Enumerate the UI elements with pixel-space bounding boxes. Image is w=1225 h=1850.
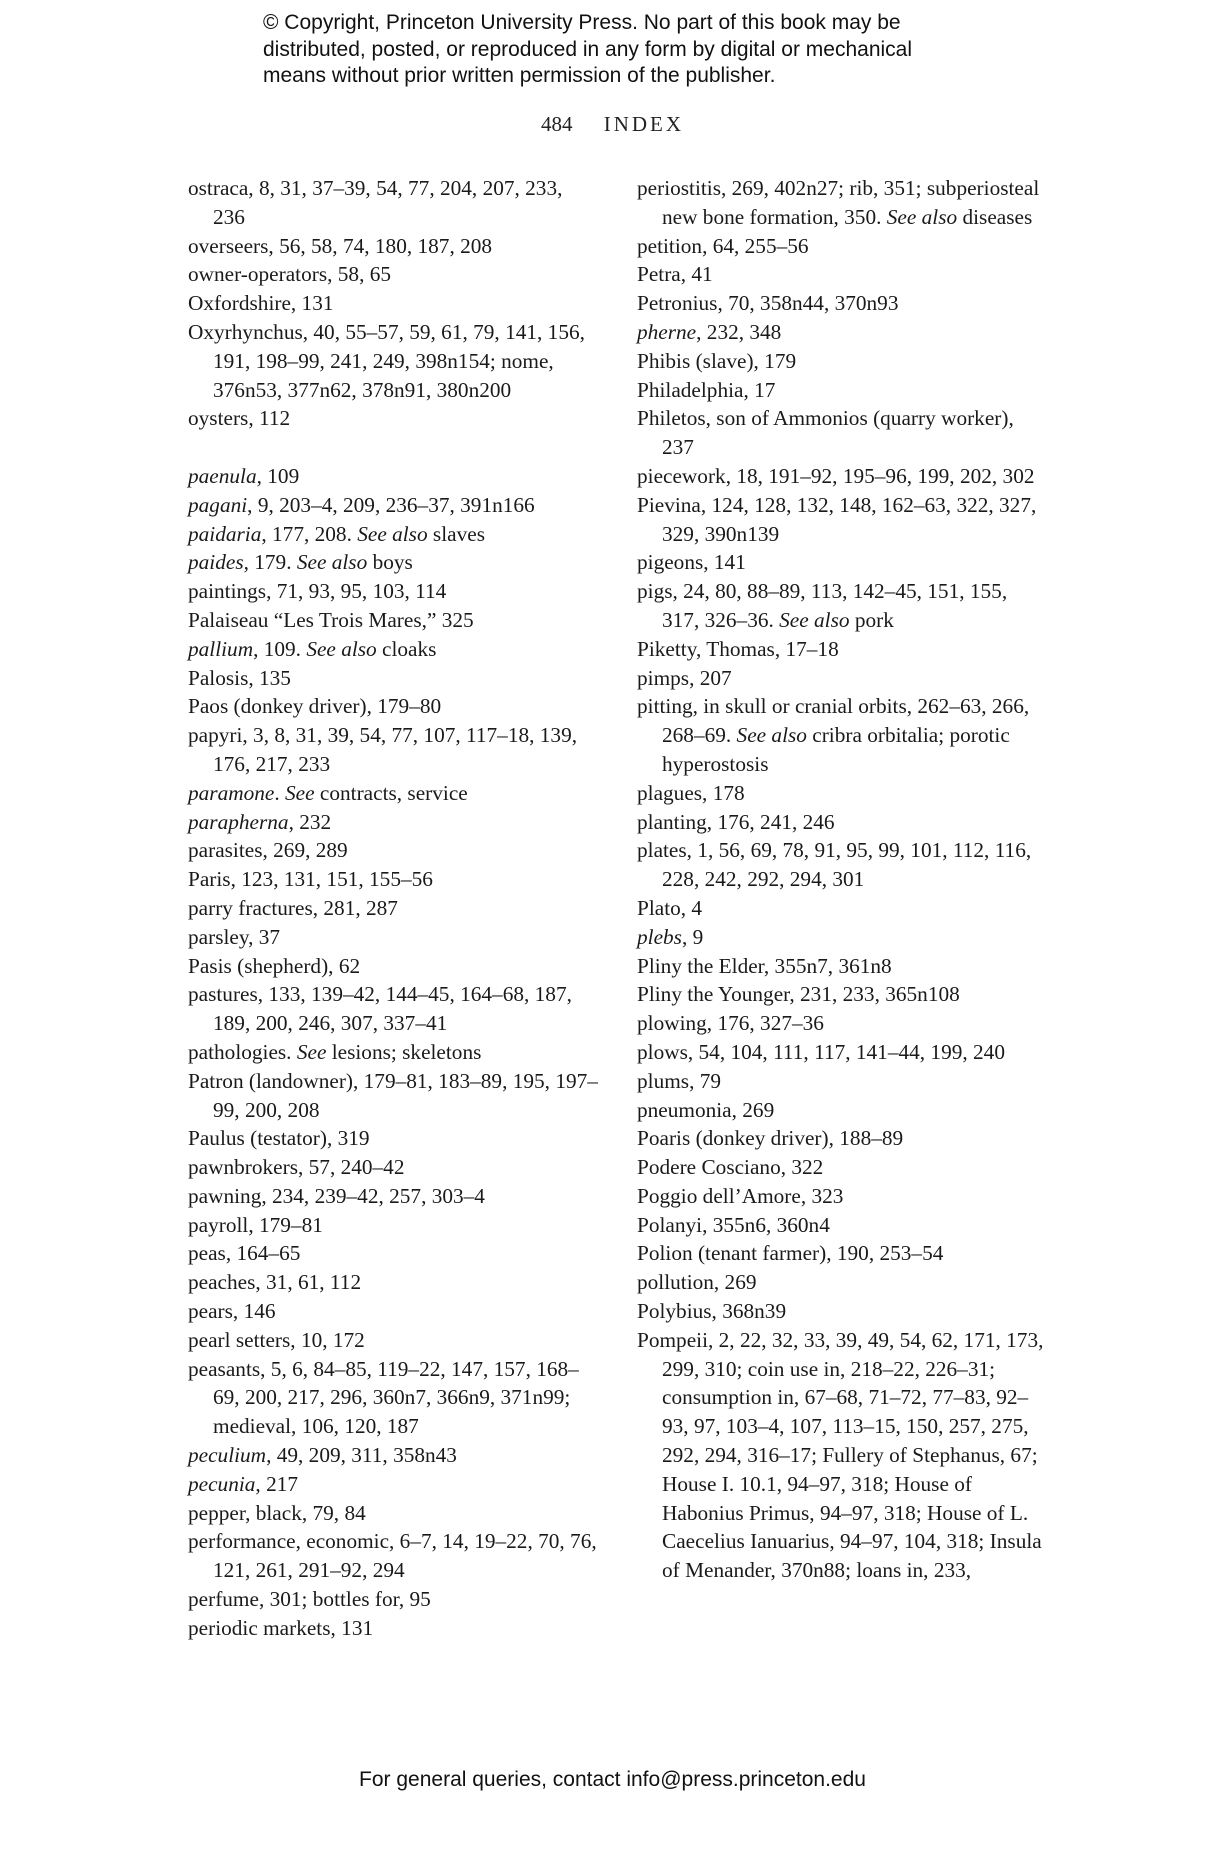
index-entry — [637, 1096, 1047, 1125]
index-entry — [188, 836, 598, 865]
index-entry — [637, 577, 1047, 635]
entry-text: boys — [367, 550, 413, 575]
index-column-left — [188, 174, 598, 1643]
entry-text: peas, 164–65 — [188, 1241, 301, 1266]
running-head — [0, 112, 1225, 137]
entry-text: papyri, 3, 8, 31, 39, 54, 77, 107, 117–18, 139, 176, 217, 233 — [188, 723, 578, 776]
entry-text: pitting, in skull or cranial orbits, 262–63, 266, 268–69. — [637, 694, 1030, 748]
entry-text: Plato, 4 — [637, 895, 703, 920]
entry-text: , 9, 203–4, 209, 236–37, 391n166 — [247, 492, 535, 517]
entry-italic-text: peculium — [188, 1443, 267, 1468]
entry-text: Paos (donkey driver), 179–80 — [188, 694, 442, 719]
entry-text: pears, 146 — [188, 1299, 276, 1324]
index-entry — [188, 1067, 598, 1125]
index-entry — [188, 577, 598, 606]
index-entry — [637, 808, 1047, 837]
entry-italic-text: pherne — [637, 319, 697, 344]
entry-text: pigeons, 141 — [637, 550, 746, 575]
entry-text: owner-operators, 58, 65 — [188, 262, 392, 287]
entry-text: peaches, 31, 61, 112 — [188, 1270, 362, 1295]
index-entry — [188, 1355, 598, 1441]
entry-italic-text: See also — [736, 723, 807, 748]
index-entry — [637, 376, 1047, 405]
entry-text: ostraca, 8, 31, 37–39, 54, 77, 204, 207, 233, 236 — [188, 176, 563, 229]
index-entry — [188, 174, 598, 232]
entry-text: Patron (landowner), 179–81, 183–89, 195, 197–99, 200, 208 — [188, 1068, 598, 1122]
index-entry — [188, 1297, 598, 1326]
entry-text: parsley, 37 — [188, 924, 281, 949]
entry-text: . — [274, 780, 286, 805]
entry-text: plates, 1, 56, 69, 78, 91, 95, 99, 101, 112, 116, 228, 242, 292, 294, 301 — [637, 838, 1032, 892]
entry-text: Pliny the Elder, 355n7, 361n8 — [637, 953, 892, 978]
entry-text: Paris, 123, 131, 151, 155–56 — [188, 867, 433, 892]
entry-text: Oxfordshire, 131 — [188, 291, 334, 316]
index-entry — [637, 548, 1047, 577]
index-column-right — [637, 174, 1047, 1585]
index-entry — [188, 520, 598, 549]
entry-text: pastures, 133, 139–42, 144–45, 164–68, 187, 189, 200, 246, 307, 337–41 — [188, 982, 572, 1036]
entry-text: pollution, 269 — [637, 1270, 757, 1295]
index-entry — [637, 462, 1047, 491]
entry-text: Oxyrhynchus, 40, 55–57, 59, 61, 79, 141, 156, 191, 198–99, 241, 249, 398n154; nome, 376n53, 377n62, 378n91, 380n200 — [188, 319, 585, 402]
entry-text: , 9 — [681, 924, 704, 949]
index-entry — [188, 1038, 598, 1067]
index-entry — [637, 779, 1047, 808]
entry-text: , 109. — [253, 636, 307, 661]
entry-text: Polanyi, 355n6, 360n4 — [637, 1212, 830, 1237]
section-title: INDEX — [603, 112, 685, 136]
entry-italic-text: See also — [779, 607, 850, 632]
index-entry — [637, 1124, 1047, 1153]
entry-italic-text: pallium — [188, 636, 254, 661]
index-entry — [637, 952, 1047, 981]
entry-italic-text: See — [285, 780, 315, 805]
index-entry — [637, 1297, 1047, 1326]
index-entry — [188, 232, 598, 261]
entry-text: Polion (tenant farmer), 190, 253–54 — [637, 1241, 944, 1266]
index-entry — [188, 1326, 598, 1355]
entry-text: plagues, 178 — [637, 780, 745, 805]
index-entry — [637, 232, 1047, 261]
entry-italic-text: See — [296, 1039, 327, 1064]
index-entry — [637, 1326, 1047, 1585]
entry-italic-text: pagani — [188, 492, 248, 517]
entry-text: pigs, 24, 80, 88–89, 113, 142–45, 151, 155, 317, 326–36. — [637, 579, 1008, 632]
index-entry — [188, 1124, 598, 1153]
entry-text: , 49, 209, 311, 358n43 — [266, 1443, 457, 1468]
entry-text: paintings, 71, 93, 95, 103, 114 — [188, 579, 447, 604]
copyright-line: means without prior written permission of the publisher. — [263, 64, 776, 87]
index-entry — [188, 952, 598, 981]
index-entry — [188, 548, 598, 577]
entry-text: plows, 54, 104, 111, 117, 141–44, 199, 240 — [637, 1039, 1005, 1064]
index-entry — [188, 894, 598, 923]
entry-text: plowing, 176, 327–36 — [637, 1011, 824, 1036]
entry-italic-text: paramone — [188, 780, 275, 805]
entry-text: petition, 64, 255–56 — [637, 233, 809, 258]
entry-text: peasants, 5, 6, 84–85, 119–22, 147, 157, 168–69, 200, 217, 296, 360n7, 366n9, 371n99; medieval, 106, 120, 187 — [188, 1356, 579, 1439]
entry-text: cloaks — [376, 636, 437, 661]
index-entry — [637, 894, 1047, 923]
index-entry — [188, 635, 598, 664]
index-entry — [188, 692, 598, 721]
index-entry — [188, 808, 598, 837]
index-entry — [188, 462, 598, 491]
entry-text: pawning, 234, 239–42, 257, 303–4 — [188, 1183, 485, 1208]
entry-text: payroll, 179–81 — [188, 1212, 323, 1237]
index-entry — [637, 1067, 1047, 1096]
index-entry — [637, 347, 1047, 376]
entry-text: slaves — [427, 521, 485, 546]
page-number: 484 — [540, 112, 573, 136]
entry-text: pearl setters, 10, 172 — [188, 1327, 365, 1352]
entry-italic-text: plebs — [637, 924, 682, 949]
entry-text: periodic markets, 131 — [188, 1615, 374, 1640]
entry-text: periostitis, 269, 402n27; rib, 351; subperiosteal new bone formation, 350. — [637, 176, 1040, 229]
entry-text: Pasis (shepherd), 62 — [188, 953, 361, 978]
entry-text: , 217 — [255, 1471, 299, 1496]
index-entry — [637, 174, 1047, 232]
index-entry — [188, 404, 598, 433]
entry-text: Poaris (donkey driver), 188–89 — [637, 1126, 904, 1151]
index-entry — [188, 491, 598, 520]
entry-italic-text: paides — [188, 550, 244, 575]
entry-text: Pievina, 124, 128, 132, 148, 162–63, 322, 327, 329, 390n139 — [637, 492, 1037, 546]
copyright-notice — [263, 10, 1023, 90]
index-entry — [637, 1211, 1047, 1240]
entry-italic-text: See also — [357, 521, 428, 546]
entry-text: Philadelphia, 17 — [637, 377, 776, 402]
index-entry — [188, 318, 598, 404]
index-entry — [188, 865, 598, 894]
index-entry — [637, 836, 1047, 894]
entry-text: perfume, 301; bottles for, 95 — [188, 1587, 431, 1612]
index-entry — [188, 779, 598, 808]
index-entry — [188, 721, 598, 779]
entry-text: Petronius, 70, 358n44, 370n93 — [637, 291, 899, 316]
index-entry — [188, 980, 598, 1038]
index-entry — [188, 1585, 598, 1614]
entry-text: pork — [849, 607, 894, 632]
entry-text: Palaiseau “Les Trois Mares,” 325 — [188, 607, 474, 632]
index-entry — [637, 635, 1047, 664]
index-entry — [188, 1211, 598, 1240]
index-entry — [637, 1153, 1047, 1182]
index-entry — [637, 318, 1047, 347]
entry-text: plums, 79 — [637, 1068, 722, 1093]
entry-text: planting, 176, 241, 246 — [637, 809, 835, 834]
index-entry — [188, 1239, 598, 1268]
index-entry — [188, 664, 598, 693]
entry-italic-text: pecunia — [188, 1471, 256, 1496]
entry-text: oysters, 112 — [188, 406, 291, 431]
index-entry — [188, 260, 598, 289]
index-entry — [637, 404, 1047, 462]
index-entry — [637, 664, 1047, 693]
index-entry — [188, 1527, 598, 1585]
index-entry — [637, 1268, 1047, 1297]
entry-italic-text: paenula — [188, 463, 257, 488]
entry-text: , 232, 348 — [696, 319, 782, 344]
entry-text: Phibis (slave), 179 — [637, 348, 797, 373]
entry-text: Philetos, son of Ammonios (quarry worker), 237 — [637, 406, 1014, 460]
entry-text: lesions; skeletons — [326, 1039, 482, 1064]
entry-italic-text: See also — [296, 550, 368, 575]
index-entry — [637, 923, 1047, 952]
copyright-line: © Copyright, Princeton University Press. No part of this book may be — [263, 11, 901, 34]
entry-text: pathologies. — [188, 1039, 297, 1064]
entry-text: pneumonia, 269 — [637, 1097, 775, 1122]
entry-text: performance, economic, 6–7, 14, 19–22, 70, 76, 121, 261, 291–92, 294 — [188, 1529, 597, 1583]
entry-text: pepper, black, 79, 84 — [188, 1500, 366, 1525]
entry-text: piecework, 18, 191–92, 195–96, 199, 202, 302 — [637, 463, 1035, 488]
entry-text: , 232 — [288, 809, 332, 834]
entry-text: Palosis, 135 — [188, 665, 291, 690]
entry-text: Polybius, 368n39 — [637, 1299, 787, 1324]
entry-text: , 177, 208. — [261, 521, 358, 546]
entry-text: pawnbrokers, 57, 240–42 — [188, 1155, 405, 1180]
index-entry — [637, 1239, 1047, 1268]
index-entry — [188, 1153, 598, 1182]
entry-text: Paulus (testator), 319 — [188, 1126, 370, 1151]
entry-text: Piketty, Thomas, 17–18 — [637, 636, 839, 661]
index-entry — [637, 692, 1047, 778]
index-entry — [637, 260, 1047, 289]
index-entry — [637, 491, 1047, 549]
entry-text: , 109 — [256, 463, 300, 488]
entry-text: , 179. — [243, 550, 297, 575]
index-entry — [188, 1614, 598, 1643]
index-entry — [188, 923, 598, 952]
entry-italic-text: parapherna — [188, 809, 289, 834]
copyright-line: distributed, posted, or reproduced in any form by digital or mechanical — [263, 37, 913, 61]
index-entry — [188, 1441, 598, 1470]
entry-italic-text: paidaria — [188, 521, 262, 546]
footer-contact: For general queries, contact info@press.princeton.edu — [359, 1768, 866, 1791]
index-entry — [188, 289, 598, 318]
entry-text: overseers, 56, 58, 74, 180, 187, 208 — [188, 233, 493, 258]
entry-text: Petra, 41 — [637, 262, 713, 287]
index-entry — [637, 1182, 1047, 1211]
entry-text: Poggio dell’Amore, 323 — [637, 1183, 844, 1208]
index-entry — [188, 1470, 598, 1499]
index-entry — [637, 289, 1047, 318]
entry-text: Pompeii, 2, 22, 32, 33, 39, 49, 54, 62, 171, 173, 299, 310; coin use in, 218–22, 226–31; consumption in, 67–68, 71–72, 77–83, 92–93, 97, 103–4, 107, 113–15, 150, 257, 275, 292, 294, 316–17; Fullery of Stephanus, 67; House I. 10.1, 94–97, 318; House of Habonius Primus, 94–97, 318; House of L. Caecelius Ianuarius, 94–97, 104, 318; Insula of Menander, 370n88; loans in, 233, — [637, 1327, 1044, 1583]
index-entry — [637, 1009, 1047, 1038]
index-entry — [637, 1038, 1047, 1067]
entry-text: contracts, service — [314, 780, 468, 805]
letter-group-gap — [188, 433, 598, 462]
entry-text: pimps, 207 — [637, 665, 732, 690]
entry-text: parasites, 269, 289 — [188, 838, 348, 863]
index-entry — [188, 1268, 598, 1297]
entry-text: Podere Cosciano, 322 — [637, 1155, 824, 1180]
entry-italic-text: See also — [306, 636, 377, 661]
entry-italic-text: See also — [886, 204, 958, 229]
entry-text: Pliny the Younger, 231, 233, 365n108 — [637, 982, 960, 1007]
entry-text: cribra orbitalia; porotic hyperostosis — [662, 723, 1010, 776]
index-entry — [188, 1182, 598, 1211]
index-entry — [188, 1499, 598, 1528]
entry-text: diseases — [957, 204, 1033, 229]
entry-text: parry fractures, 281, 287 — [188, 895, 398, 920]
index-entry — [188, 606, 598, 635]
index-entry — [637, 980, 1047, 1009]
